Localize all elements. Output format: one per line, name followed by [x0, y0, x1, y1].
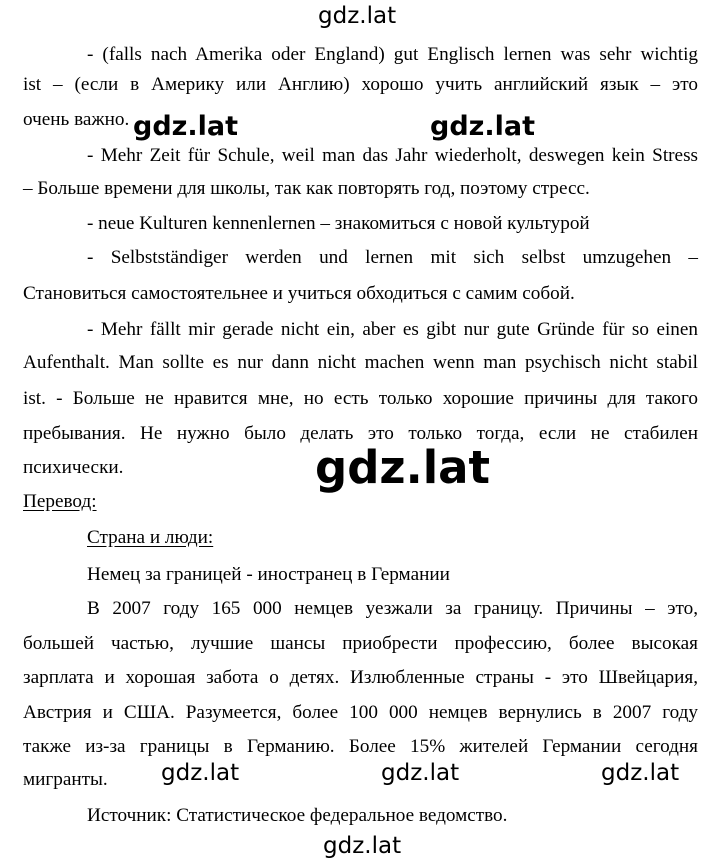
paragraph-line: психически. — [23, 457, 124, 478]
paragraph-line: - (falls nach Amerika oder England) gut Englisch lernen was sehr wichtig — [87, 44, 698, 65]
section-heading: Страна и люди: — [87, 527, 214, 548]
watermark-right: gdz.lat — [427, 113, 538, 140]
paragraph-line: также из-за границы в Германию. Более 15% жителей Германии сегодня — [23, 736, 698, 757]
paragraph-line: пребывания. Не нужно было делать это только тогда, если не стабилен — [23, 423, 698, 444]
section-subtitle: Немец за границей - иностранец в Германии — [87, 564, 450, 585]
watermark-bottom: gdz.lat — [323, 833, 402, 859]
watermark-top: gdz.lat — [318, 3, 397, 29]
paragraph-line: ist – (если в Америку или Англию) хорошо учить английский язык – это — [23, 74, 698, 95]
watermark-bottom-middle: gdz.lat — [381, 760, 460, 786]
watermark-left: gdz.lat — [130, 113, 241, 140]
source-note: Источник: Статистическое федеральное ведомство. — [87, 805, 508, 826]
paragraph-line: зарплата и хорошая забота о детях. Излюбленные страны - это Швейцария, — [23, 667, 698, 688]
watermark-center: gdz.lat — [312, 445, 493, 490]
paragraph-line: В 2007 году 165 000 немцев уезжали за границу. Причины – это, — [87, 598, 698, 619]
translation-heading: Перевод: — [23, 491, 97, 512]
paragraph-line: Австрия и США. Разумеется, более 100 000 немцев вернулись в 2007 году — [23, 702, 698, 723]
paragraph-line: - Mehr fällt mir gerade nicht ein, aber es gibt nur gute Gründe für so einen — [87, 319, 698, 340]
paragraph-line: - neue Kulturen kennenlernen – знакомиться с новой культурой — [87, 213, 590, 234]
paragraph-line: Становиться самостоятельнее и учиться обходиться с самим собой. — [23, 283, 575, 304]
paragraph-line: – Больше времени для школы, так как повторять год, поэтому стресс. — [23, 178, 590, 199]
watermark-bottom-left: gdz.lat — [161, 760, 240, 786]
paragraph-line: очень важно. — [23, 109, 130, 130]
paragraph-line: большей частью, лучшие шансы приобрести профессию, более высокая — [23, 633, 698, 654]
watermark-bottom-right: gdz.lat — [601, 760, 680, 786]
paragraph-line: - Mehr Zeit für Schule, weil man das Jahr wiederholt, deswegen kein Stress — [87, 145, 698, 166]
paragraph-line: мигранты. — [23, 769, 108, 790]
paragraph-line: ist. - Больше не нравится мне, но есть только хорошие причины для такого — [23, 388, 698, 409]
paragraph-line: - Selbstständiger werden und lernen mit sich selbst umzugehen – — [87, 247, 698, 268]
paragraph-line: Aufenthalt. Man sollte es nur dann nicht machen wenn man psychisch nicht stabil — [23, 352, 698, 373]
